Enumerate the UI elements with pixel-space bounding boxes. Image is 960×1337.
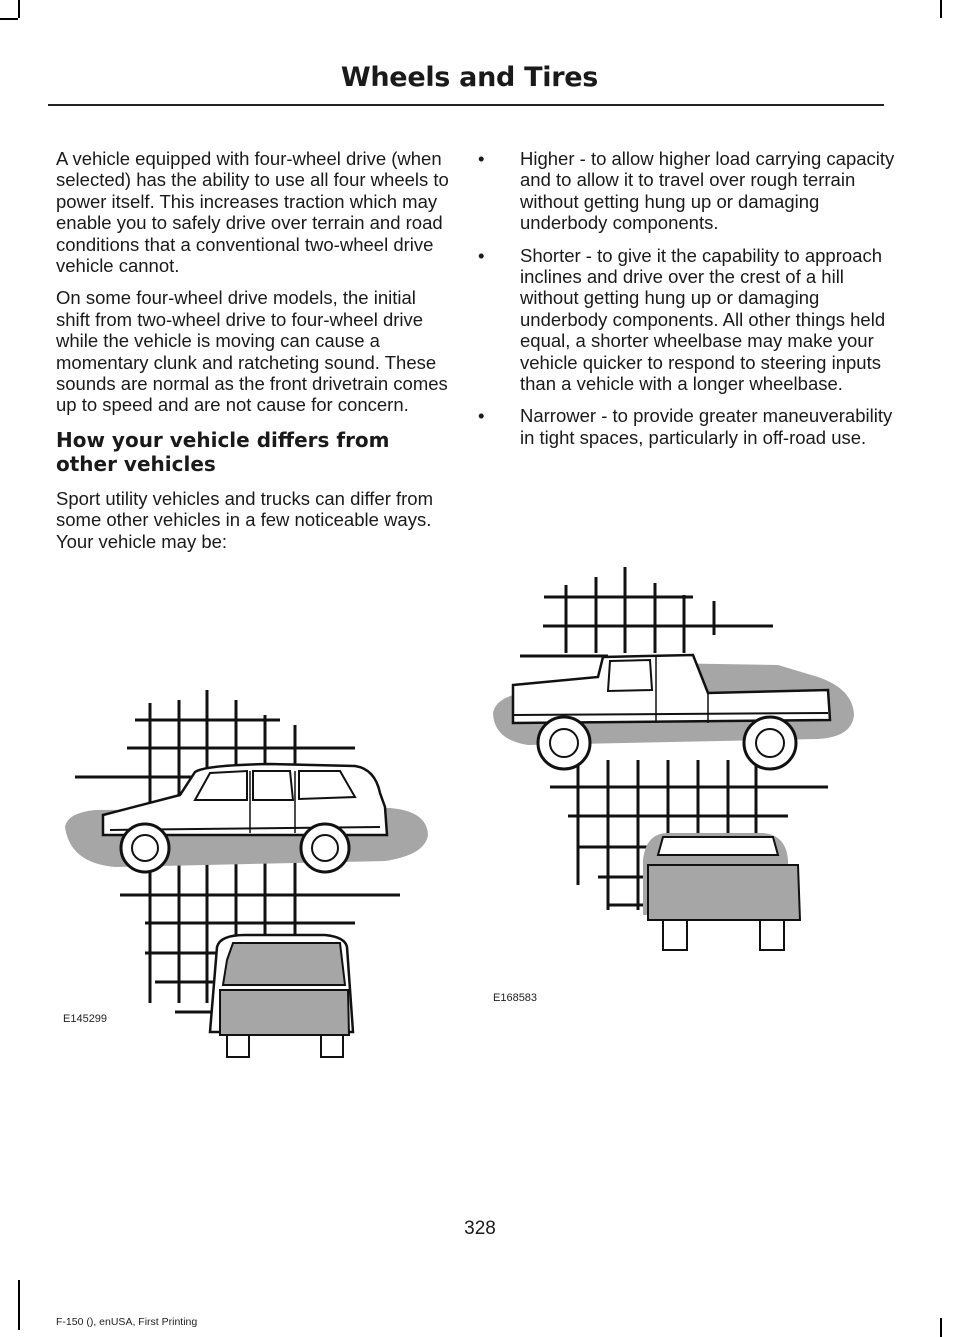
section-heading: How your vehicle differs from other vehicles: [56, 427, 390, 476]
truck-illustration: [488, 565, 870, 1015]
crop-mark: [0, 18, 18, 20]
page-title: Wheels and Tires: [340, 62, 598, 93]
paragraph-shift-noise: On some four-wheel drive models, the initial shift from two-wheel drive to four-wheel drive while the vehicle is moving can cause a momentary clunk and ratcheting sound. These sounds are normal as the front drivetrain comes up to speed and are not cause for concern.: [56, 287, 448, 416]
header-divider: [48, 104, 884, 106]
crop-mark: [18, 1280, 20, 1330]
bullet-item-narrower: [478, 405, 898, 448]
bullet-marker: •: [478, 405, 485, 427]
suv-illustration: [55, 685, 440, 1080]
bullet-list: [478, 148, 898, 448]
bullet-item-shorter: [478, 245, 898, 395]
bullet-text: Higher - to allow higher load carrying capacity and to allow it to travel over rough terrain without getting hung up or damaging underbody components.: [520, 148, 895, 234]
bullet-marker: •: [478, 244, 485, 266]
suv-drawing: [55, 685, 440, 1080]
crop-mark: [18, 0, 20, 18]
bullet-marker: •: [478, 148, 485, 169]
crop-mark: [940, 0, 942, 18]
paragraph-four-wheel-drive: A vehicle equipped with four-wheel drive (when selected) has the ability to use all four wheels to power itself. This increases traction which may enable you to safely drive over terrain and road conditions that a conventional two-wheel drive vehicle cannot.: [56, 148, 449, 277]
right-column: [478, 148, 898, 459]
bullet-text: Shorter - to give it the capability to approach inclines and drive over the crest of a hill without getting hung up or damaging underbody components. All other things held equal, a shorter wheelbase may make your vehicle quicker to respond to steering inputs than a vehicle with a longer wheelbase.: [520, 244, 886, 395]
crop-mark: [940, 1318, 942, 1337]
truck-drawing: [488, 565, 870, 1015]
page-number: 328: [464, 1218, 496, 1239]
bullet-item-higher: [478, 148, 898, 234]
bullet-text: Narrower - to provide greater maneuverability in tight spaces, particularly in off-road use.: [520, 405, 893, 448]
figure-code: E145299: [63, 1013, 108, 1025]
paragraph-vehicle-differences: Sport utility vehicles and trucks can differ from some other vehicles in a few noticeable ways. Your vehicle may be:: [56, 487, 434, 552]
figure-code: E168583: [493, 992, 538, 1004]
footer-text: F-150 (), enUSA, First Printing: [56, 1316, 198, 1328]
left-column: [56, 148, 450, 563]
